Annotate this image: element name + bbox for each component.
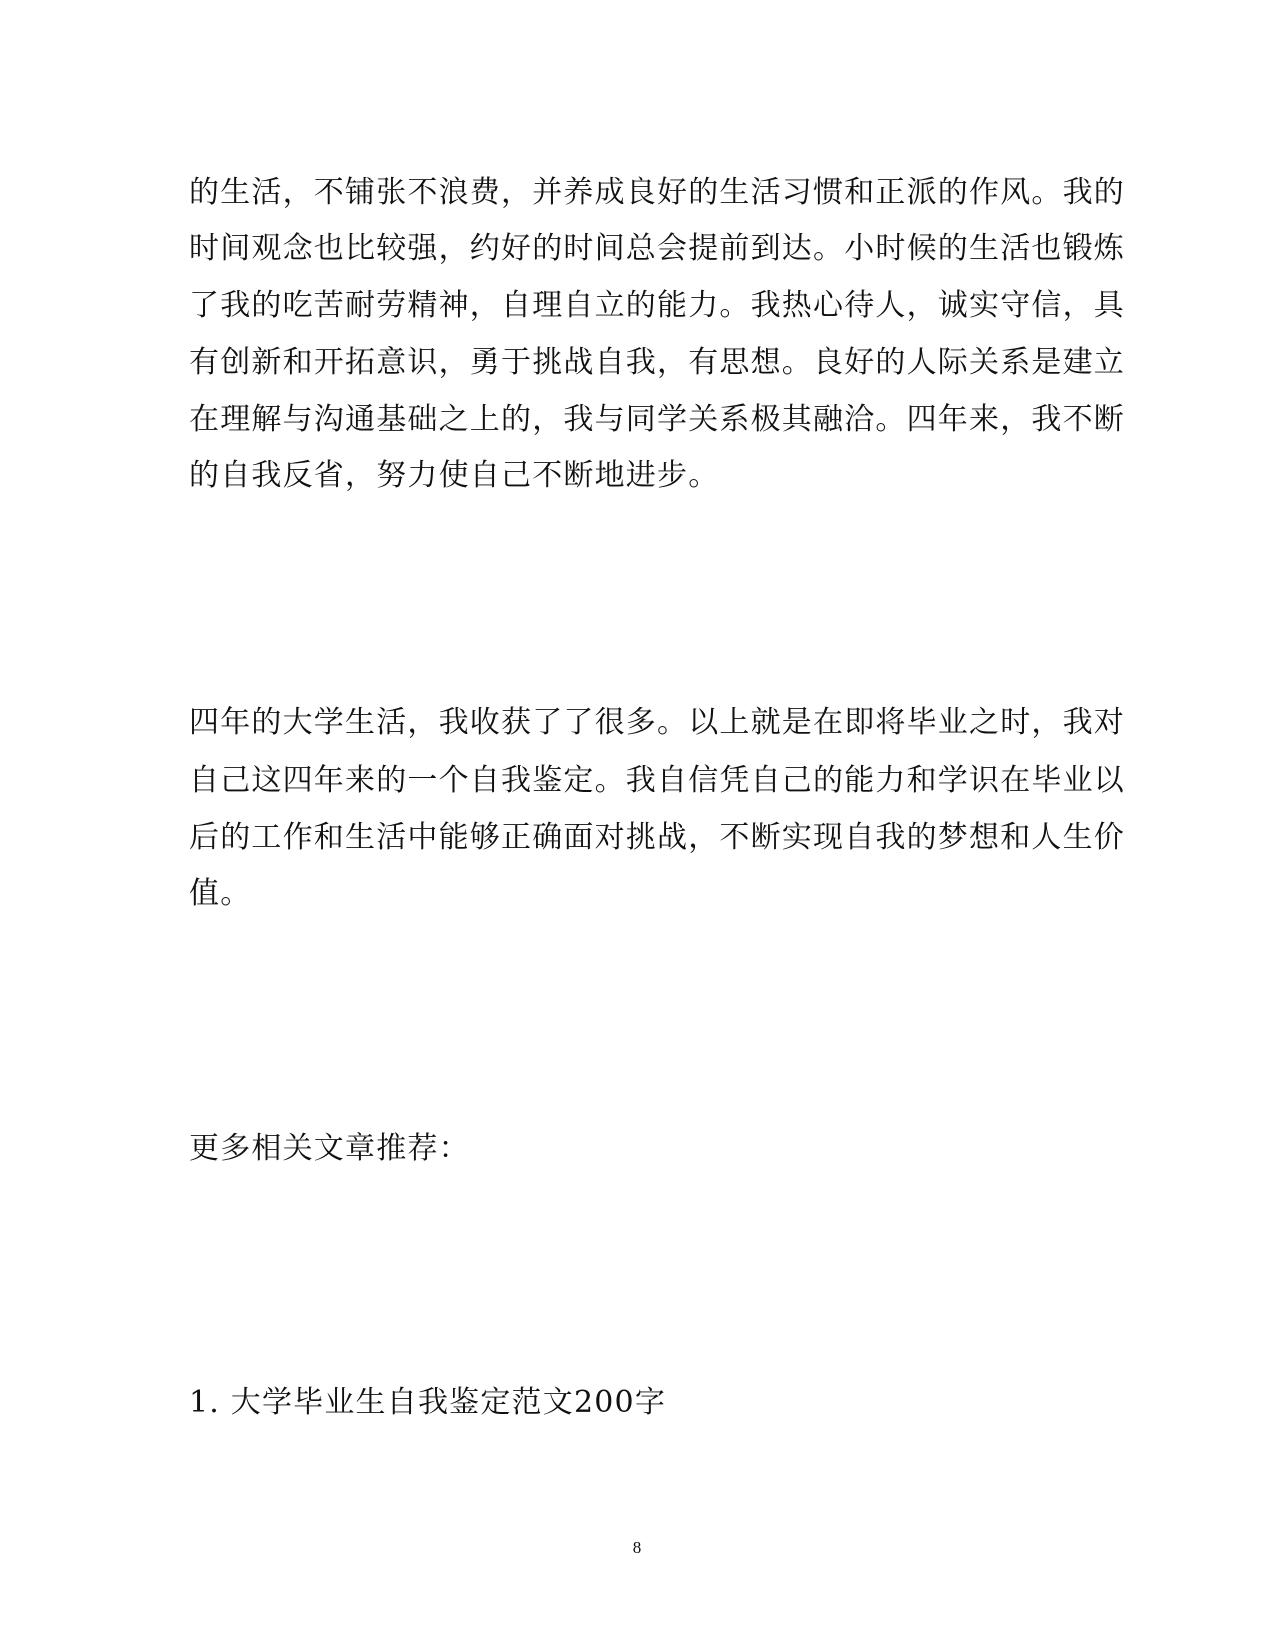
related-articles-heading: 更多相关文章推荐： bbox=[189, 1131, 470, 1166]
paragraph-1-line: 时间观念也比较强，约好的时间总会提前到达。小时候的生活也锻炼 bbox=[189, 231, 1125, 266]
paragraph-1-line: 了我的吃苦耐劳精神，自理自立的能力。我热心待人，诚实守信，具 bbox=[189, 288, 1125, 323]
page-number: 8 bbox=[632, 1538, 642, 1557]
paragraph-1-line: 在理解与沟通基础之上的，我与同学关系极其融洽。四年来，我不断 bbox=[189, 402, 1125, 437]
paragraph-1-line: 有创新和开拓意识，勇于挑战自我，有思想。良好的人际关系是建立 bbox=[189, 345, 1125, 380]
related-article-link[interactable]: 1. 大学毕业生自我鉴定范文200字 bbox=[189, 1385, 667, 1420]
paragraph-2-line: 四年的大学生活，我收获了了很多。以上就是在即将毕业之时，我对 bbox=[189, 705, 1125, 740]
paragraph-2-line: 值。 bbox=[189, 876, 252, 911]
paragraph-2-line: 后的工作和生活中能够正确面对挑战，不断实现自我的梦想和人生价 bbox=[189, 820, 1125, 855]
paragraph-1-line: 的自我反省，努力使自己不断地进步。 bbox=[189, 458, 720, 493]
paragraph-1-line: 的生活，不铺张不浪费，并养成良好的生活习惯和正派的作风。我的 bbox=[189, 175, 1125, 210]
paragraph-2-line: 自己这四年来的一个自我鉴定。我自信凭自己的能力和学识在毕业以 bbox=[189, 763, 1125, 798]
